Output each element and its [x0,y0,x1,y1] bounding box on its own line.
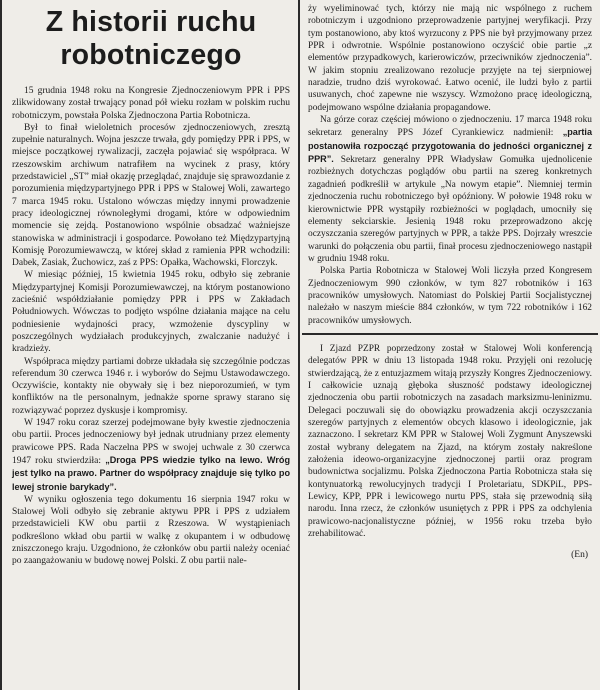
paragraph [308,114,592,265]
author-signature: (En) [571,550,588,561]
paragraph-text: Sekretarz generalny PPR Władysław Gomułka ujednolicenie rozbieżnych dotychczas poglądów obu partii na szereg konkretnych zagadnień podkreślił w artykule „Na nowym etapie”. Niemniej termin zjednoczenia ruchu robotniczego był opóźniony. W połowie 1948 roku w kierownictwie PPR wystąpiły rozbieżności w poglądach, umocniły się elementy sekciarskie. Jesienią 1948 roku przeprowadzono akcję oczyszczania szeregów partyjnych w PPR, a także PPS. Dojrzały wreszcie warunki do połączenia obu partii, finał procesu zjednoczeniowego nastąpił w grudniu 1948 roku. [308,155,592,264]
paragraph: Polska Partia Robotnicza w Stalowej Woli liczyła przed Kongresem Zjednoczeniowym 990 członków, w tym 827 robotników i 163 pracowników umysłowych. Natomiast do Polskiej Partii Socjalistycznej należało w naszym mieście 884 członków, w tym 722 robotników i 162 pracowników umysłowych. [308,266,592,326]
paragraph [12,417,290,494]
bold-quote: „Droga PPS wiedzie tylko na lewo. Wróg jest tylko na prawo. Partner do współpracy znajduje się tylko po lewej stronie barykady”. [12,454,290,492]
paragraph: W wyniku ogłoszenia tego dokumentu 16 sierpnia 1947 roku w Stalowej Woli odbyło się zebranie aktywu PPR i PPS z udziałem przedstawicieli KW obu partii z Rzeszowa. W wystąpieniach podkreślono wkład obu partii w walkę z okupantem i w odbudowę zniszczonego kraju. Uzgodniono, że członków obu partii należy oceniać po zaangażowaniu w budowę nowej Polski. Z obu partii nale- [12,494,290,567]
paragraph: Był to finał wieloletnich procesów zjednoczeniowych, zresztą zupełnie naturalnych. Wojna jeszcze trwała, gdy pomiędzy PPR i PPS, w miejsce początkowej rywalizacji, zaczęła pojawiać się współpraca. W rzeszowskim archiwum natrafiłem na wycinek z prasy, który przedstawiciel „ST” miał okazję przeglądać, znajduje się sprawozdanie z porozumienia międzypartyjnego PPR i PPS w Stalowej Woli, zawartego 7 marca 1945 roku. Ustalono wówczas między innymi prowadzenie pracy ideologicznej równoległymi drogami, które w odpowiednim momencie się zejdą. Postanowiono wspólnie obsadzać ważniejsze stanowiska w administracji i gospodarce. Powołano też Międzypartyjną Komisję Porozumiewawczą, w której skład z ramienia PPR wchodzili: Dabek, Zasiak, Żuchowicz, zaś z PPS: Opałka, Wachowski, Florczyk. [12,122,290,269]
paragraph: Współpraca między partiami dobrze układała się szczególnie podczas referendum 30 czerwca 1946 r. i wyborów do Sejmu Ustawodawczego. Oczywiście, kontakty nie obywały się i bez nieporozumień, w tym konfliktów na tle personalnym, jednakże sporne sprawy starano się rozwiązywać poprzez dyskusje i kompromisy. [12,356,290,416]
paragraph: I Zjazd PZPR poprzedzony został w Stalowej Woli konferencją delegatów PPR w dniu 13 listopada 1948 roku. Przyjęli oni rezolucję stwierdzającą, że z entuzjazmem witają przyszły Kongres Zjednoczeniowy. I całkowicie uznają głęboka słuszność podstawy ideologicznej zjednoczenia obu partii robotniczych na zasadach marksizmu-leninizmu. Delegaci poczuwali się do obowiązku prowadzenia akcji oczyszczania szeregów partyjnych z elementów obcych klasowo i ideologicznie, jak zaznaczono. I sekretarz KM PPR w Stalowej Woli Zygmunt Anyszewski został wybrany delegatem na Zjazd, na którym zostały nakreślone założenia ideowo-organizacyjne zjednoczonej partii oraz program budownictwa socjalizmu. Polska Zjednoczona Partia Robotnicza stała się kontynuatorką rewolucyjnych tradycji I Proletariatu, SDKPiL, PPS-Lewicy, KPP, PPR i lewicowego nurtu PPS, stała się przewodnią siłą narodu. Inna rzecz, że członków usuniętych z PPR i PPS za odchylenia prawicowo-nacjonalistyczne później, w 1956 roku trzeba było zrehabilitować. [308,343,592,540]
bold-quote: „partia postanowiła rozpocząć przygotowania do jedności organicznej z PPR”. [308,127,592,165]
article-headline: Z historii ruchu robotniczego [45,6,257,71]
paragraph: 15 grudnia 1948 roku na Kongresie Zjednoczeniowym PPR i PPS zlikwidowany został trwający ponad pół wieku rozłam w polskim ruchu robotniczym, powstała Polska Zjednoczona Partia Robotnicza. [12,86,290,121]
paragraph-text: W 1947 roku coraz szerzej podejmowane były kwestie zjednoczenia obu partii. Proces jednoczeniowy był jednak utrudniany przez elementy prawicowe PPS. Rada Naczelna PPS w swojej uchwale z 30 czerwca 1947 roku stwierdziła: [12,418,290,466]
paragraph: W miesiąc później, 15 kwietnia 1945 roku, odbyło się zebranie Międzypartyjnej Komisji Porozumiewawczej, na którym postanowiono zacieśnić współdziałanie pomiędzy PPR i PPS w Zakładach Południowych. Wówczas to podjęto wspólne działania mające na celu podniesienie wydajności pracy, wzmożenie dyscypliny w poszczególnych wydziałach produkcyjnych, zwalczanie nadużyć i kradzieży. [12,270,290,355]
column-divider [298,0,300,690]
paragraph-text: Na górze coraz częściej mówiono o zjednoczeniu. 17 marca 1948 roku sekretarz generalny PPS Józef Cyrankiewicz nadmienił: [308,115,592,139]
right-column [302,0,598,690]
left-column [6,0,296,690]
section-divider [302,333,598,335]
paragraph: ży wyeliminować tych, którzy nie mają nic wspólnego z ruchem robotniczym i uzgodniono przeprowadzenie partyjnej weryfikacji. Przy tym postanowiono, aby ktoś wyrzucony z PPS nie był przyjmowany przez PPR i odwrotnie. Wspólnie postanowiono oczyścić obie partie „z elementów przypadkowych, karierowiczów, przeciwników zjednoczenia”. W jakim stopniu zrealizowano rezolucje przyjęte na tej sierpniowej naradzie, trudno dziś wyrokować. Łatwo ocenić, ile ludzi było z partii usuwanych, choć zapewne nie wszyscy. Wzmożono pracę ideologiczną, podejmowano wspólne działania propagandowe. [308,4,592,113]
